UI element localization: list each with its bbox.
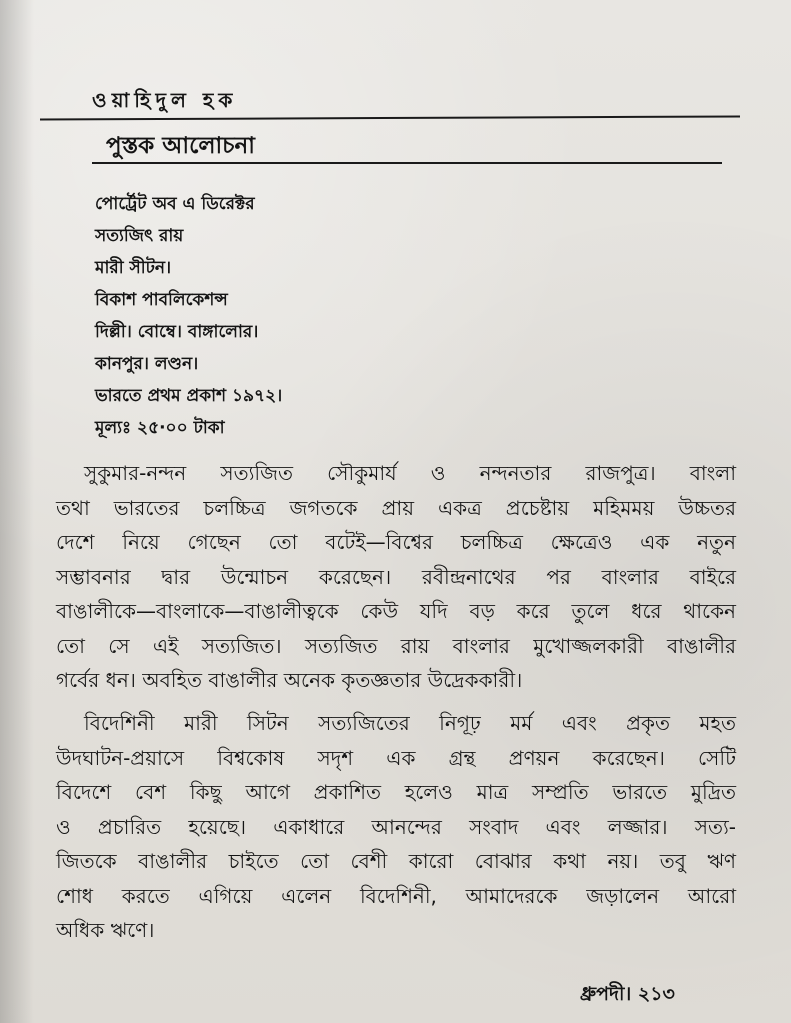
author-name: ওয়াহিদুল হক: [92, 88, 238, 112]
text-line: গর্বের ধন। অবহিত বাঙালীর অনেক কৃতজ্ঞতার উদ্রেককারী।: [56, 668, 523, 692]
text-line: শোধ করতে এগিয়ে এলেন বিদেশিনী, আমাদেরকে জড়ালেন আরো: [56, 883, 736, 908]
text-line: বিদেশিনী মারী সিটন সত্যজিতের নিগূঢ় মর্ম এবং প্রকৃত মহত: [84, 711, 736, 735]
text-line: তো সে এই সত্যজিত। সত্যজিত রায় বাংলার মুখোজ্জলকারী বাঙালীর: [56, 633, 736, 658]
text-line: দেশে নিয়ে গেছেন তো বটেই—বিশ্বের চলচ্চিত্র ক্ষেত্রেও এক নতুন: [56, 530, 736, 554]
book-publisher: বিকাশ পাবলিকেশন্স: [95, 290, 228, 310]
publisher-cities: দিল্লী। বোম্বে। বাঙ্গালোর।: [95, 322, 259, 342]
text-line: বাঙালীকে—বাংলাকে—বাঙালীত্বকে কেউ যদি বড় করে তুলে ধরে থাকেন: [56, 599, 736, 623]
text-line: সুকুমার-নন্দন সত্যজিত সৌকুমার্য ও নন্দনতার রাজপুত্র। বাংলা: [84, 461, 736, 485]
text-line: উদঘাটন-প্রয়াসে বিশ্বকোষ সদৃশ এক গ্রন্থ প্রণয়ন করেছেন। সেটি: [56, 745, 736, 770]
book-price: মূল্যঃ ২৫·০০ টাকা: [95, 418, 225, 438]
section-title: পুস্তক আলোচনা: [106, 133, 255, 159]
text-line: তথা ভারতের চলচ্চিত্র জগতকে প্রায় একত্র প্রচেষ্টায় মহিমময় উচ্চতর: [56, 495, 736, 520]
paragraph-2: [56, 706, 736, 948]
text-line: বিদেশে বেশ কিছু আগে প্রকাশিত হলেও মাত্র সম্প্রতি ভারতে মুদ্রিত: [56, 780, 736, 804]
book-title: পোর্ট্রেট অব এ ডিরেক্টর: [95, 194, 255, 214]
publication-info: ভারতে প্রথম প্রকাশ ১৯৭২।: [95, 386, 283, 406]
book-details-list: [95, 188, 282, 444]
text-line: সম্ভাবনার দ্বার উন্মোচন করেছেন। রবীন্দ্রনাথের পর বাংলার বাইরে: [56, 564, 736, 589]
text-line: জিতকে বাঙালীর চাইতে তো বেশী কারো বোঝার কথা নয়। তবু ঋণ: [56, 849, 736, 873]
text-line: ও প্রচারিত হয়েছে। একাধারে আনন্দের সংবাদ এবং লজ্জার। সত্য-: [56, 814, 736, 839]
publisher-cities-2: কানপুর। লণ্ডন।: [95, 354, 199, 374]
header-rule-bottom: [92, 162, 722, 164]
book-author: মারী সীটন।: [95, 258, 172, 278]
text-line: অধিক ঋণে।: [56, 918, 155, 942]
paragraph-1: [56, 456, 736, 698]
book-subject: সত্যজিৎ রায়: [95, 226, 184, 246]
page-footer: ধ্রুপদী। ২১৩: [580, 983, 675, 1005]
